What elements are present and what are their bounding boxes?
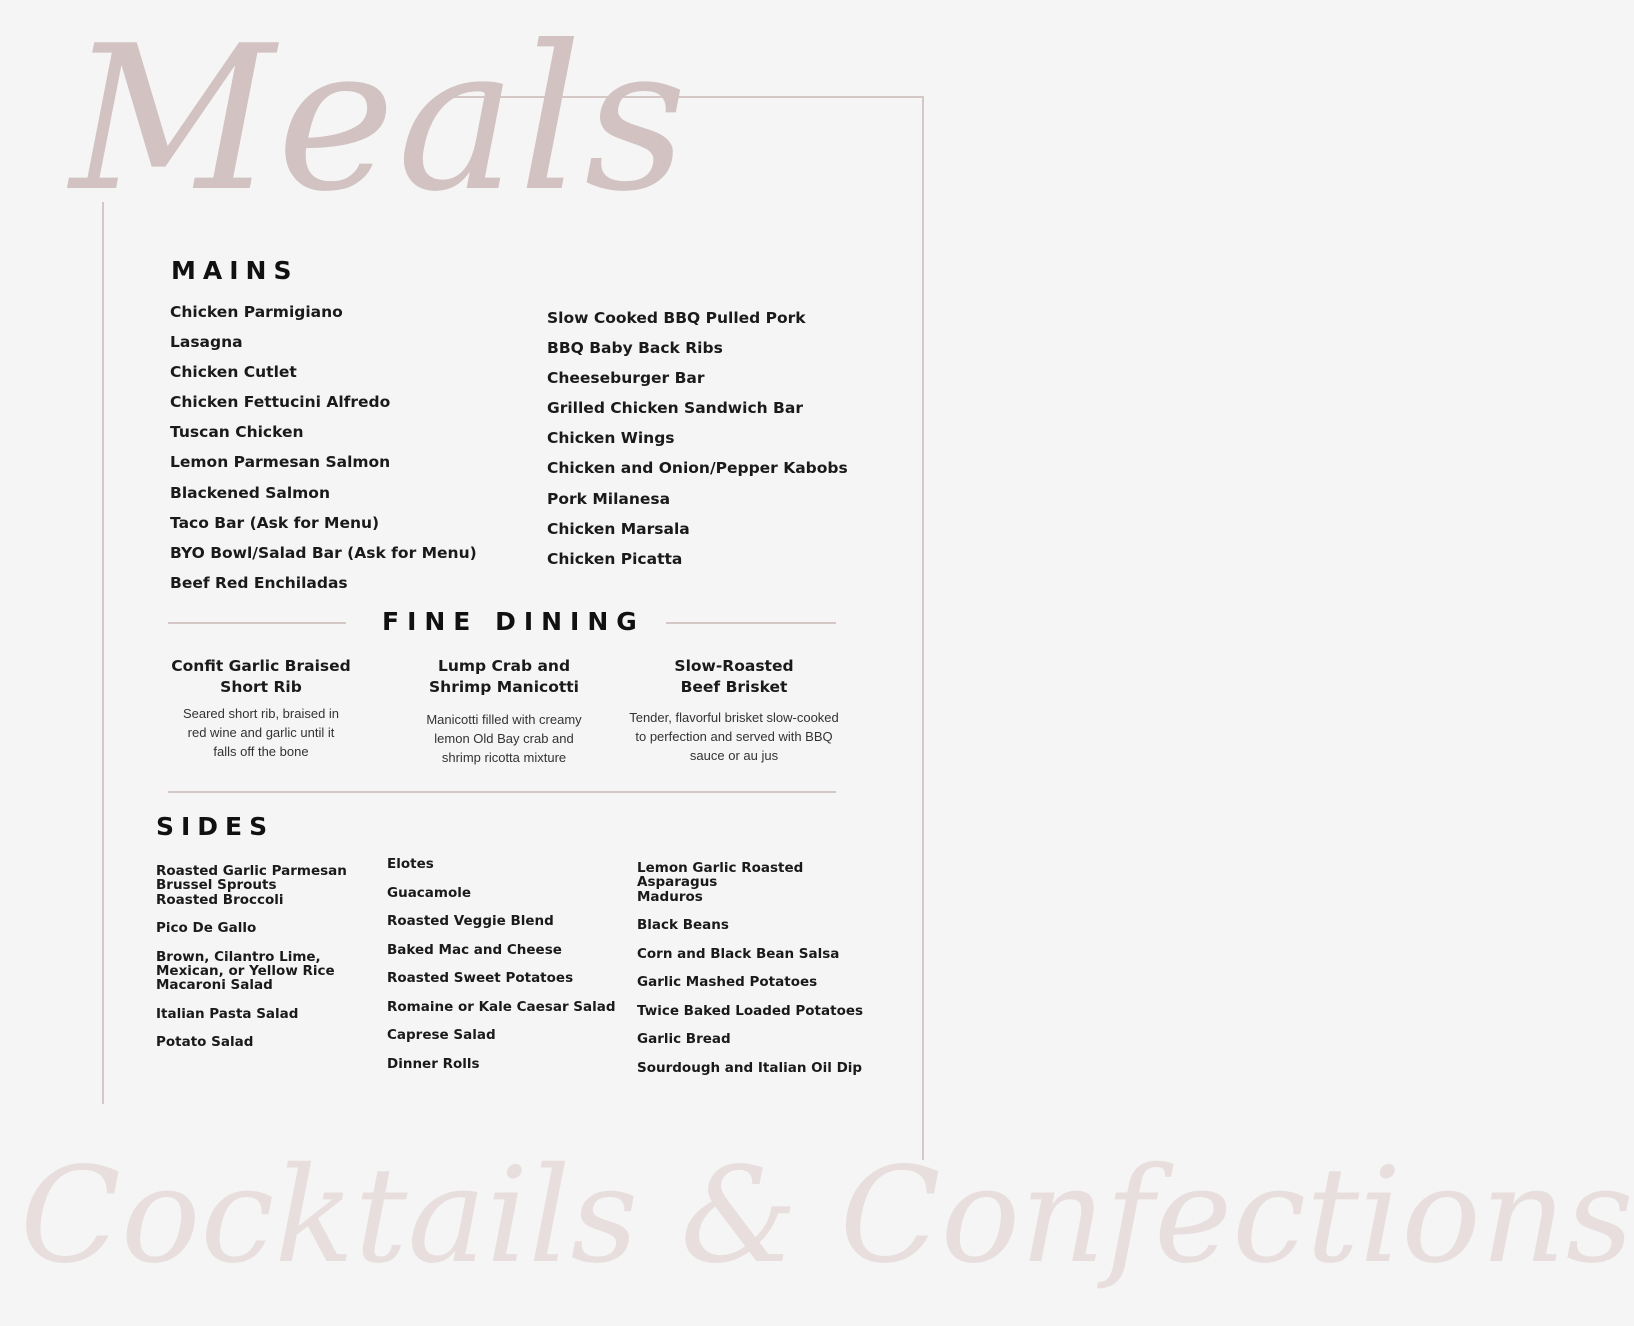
fine-dining-rule-bottom bbox=[168, 791, 836, 793]
cocktails-confections-script: Cocktails & Confections bbox=[20, 1139, 1634, 1293]
menu-item: Tuscan Chicken bbox=[170, 423, 304, 442]
menu-item: Pico De Gallo bbox=[156, 920, 257, 936]
fine-dining-item-description: Tender, flavorful brisket slow-cooked to perfection and served with BBQ sauce or au jus bbox=[629, 710, 839, 763]
menu-item: Cheeseburger Bar bbox=[547, 369, 705, 388]
menu-item: Chicken Marsala bbox=[547, 519, 690, 538]
menu-item: Dinner Rolls bbox=[387, 1055, 480, 1072]
frame-left-line bbox=[102, 202, 104, 1104]
menu-item: Brown, Cilantro Lime, Mexican, or Yellow Rice bbox=[156, 948, 335, 979]
fine-dining-rule-right bbox=[666, 622, 836, 624]
mains-list-left bbox=[170, 302, 477, 603]
menu-item: Grilled Chicken Sandwich Bar bbox=[547, 399, 803, 418]
menu-item: Lemon Garlic Roasted Asparagus bbox=[637, 860, 804, 890]
menu-item: Roasted Broccoli bbox=[156, 891, 284, 908]
menu-item: Chicken Fettucini Alfredo bbox=[170, 393, 391, 412]
fine-dining-rule-left bbox=[168, 622, 346, 624]
menu-item: Roasted Sweet Potatoes bbox=[387, 970, 574, 986]
fine-dining-item-description: Manicotti filled with creamy lemon Old Bay crab and shrimp ricotta mixture bbox=[426, 712, 582, 765]
menu-item: Garlic Mashed Potatoes bbox=[637, 974, 818, 990]
menu-item: Chicken Parmigiano bbox=[170, 303, 343, 321]
menu-item: Chicken Picatta bbox=[547, 549, 683, 568]
menu-item: Potato Salad bbox=[156, 1034, 254, 1050]
menu-item: Sourdough and Italian Oil Dip bbox=[637, 1059, 863, 1076]
fine-dining-item-name: Slow-Roasted Beef Brisket bbox=[674, 657, 794, 696]
fine-dining-item bbox=[161, 656, 361, 761]
fine-dining-item-description: Seared short rib, braised in red wine and garlic until it falls off the bone bbox=[182, 706, 340, 759]
menu-item: BBQ Baby Back Ribs bbox=[547, 339, 723, 358]
sides-list-right bbox=[637, 861, 877, 1089]
menu-item: Black Beans bbox=[637, 917, 729, 933]
menu-item: Blackened Salmon bbox=[170, 483, 330, 502]
menu-item: Macaroni Salad bbox=[156, 977, 273, 993]
menu-item: Beef Red Enchiladas bbox=[170, 573, 348, 592]
menu-item: Garlic Bread bbox=[637, 1031, 731, 1047]
menu-item: Elotes bbox=[387, 856, 434, 872]
menu-item: Corn and Black Bean Salsa bbox=[637, 945, 840, 962]
menu-item: Lasagna bbox=[170, 333, 243, 352]
fine-dining-item bbox=[624, 656, 844, 765]
menu-item: Lemon Parmesan Salmon bbox=[170, 453, 391, 472]
menu-item: Slow Cooked BBQ Pulled Pork bbox=[547, 309, 806, 327]
fine-dining-item bbox=[404, 656, 604, 767]
fine-dining-heading: FINE DINING bbox=[382, 607, 645, 636]
menu-item: Pork Milanesa bbox=[547, 489, 671, 508]
menu-item: Chicken Cutlet bbox=[170, 363, 297, 382]
frame-right-line bbox=[922, 96, 924, 1160]
mains-heading: MAINS bbox=[171, 256, 299, 285]
menu-item: Baked Mac and Cheese bbox=[387, 941, 562, 958]
menu-item: Roasted Veggie Blend bbox=[387, 913, 554, 929]
sides-heading: SIDES bbox=[156, 812, 275, 841]
menu-item: Chicken Wings bbox=[547, 429, 675, 448]
fine-dining-item-name: Lump Crab and Shrimp Manicotti bbox=[429, 657, 579, 696]
menu-item: Italian Pasta Salad bbox=[156, 1005, 299, 1022]
fine-dining-item-name: Confit Garlic Braised Short Rib bbox=[171, 657, 351, 696]
menu-item: Guacamole bbox=[387, 884, 472, 901]
menu-item: Taco Bar (Ask for Menu) bbox=[170, 513, 380, 532]
menu-item: Roasted Garlic Parmesan Brussel Sprouts bbox=[156, 863, 347, 893]
menu-item: BYO Bowl/Salad Bar (Ask for Menu) bbox=[170, 543, 477, 562]
meals-script-title: Meals bbox=[70, 3, 689, 236]
menu-item: Romaine or Kale Caesar Salad bbox=[387, 998, 616, 1015]
sides-list-left bbox=[156, 864, 356, 1064]
menu-item: Maduros bbox=[637, 888, 703, 905]
menu-item: Twice Baked Loaded Potatoes bbox=[637, 1002, 864, 1019]
menu-item: Chicken and Onion/Pepper Kabobs bbox=[547, 459, 848, 478]
menu-item: Caprese Salad bbox=[387, 1027, 496, 1043]
mains-list-right bbox=[547, 308, 848, 579]
sides-list-middle bbox=[387, 857, 627, 1085]
